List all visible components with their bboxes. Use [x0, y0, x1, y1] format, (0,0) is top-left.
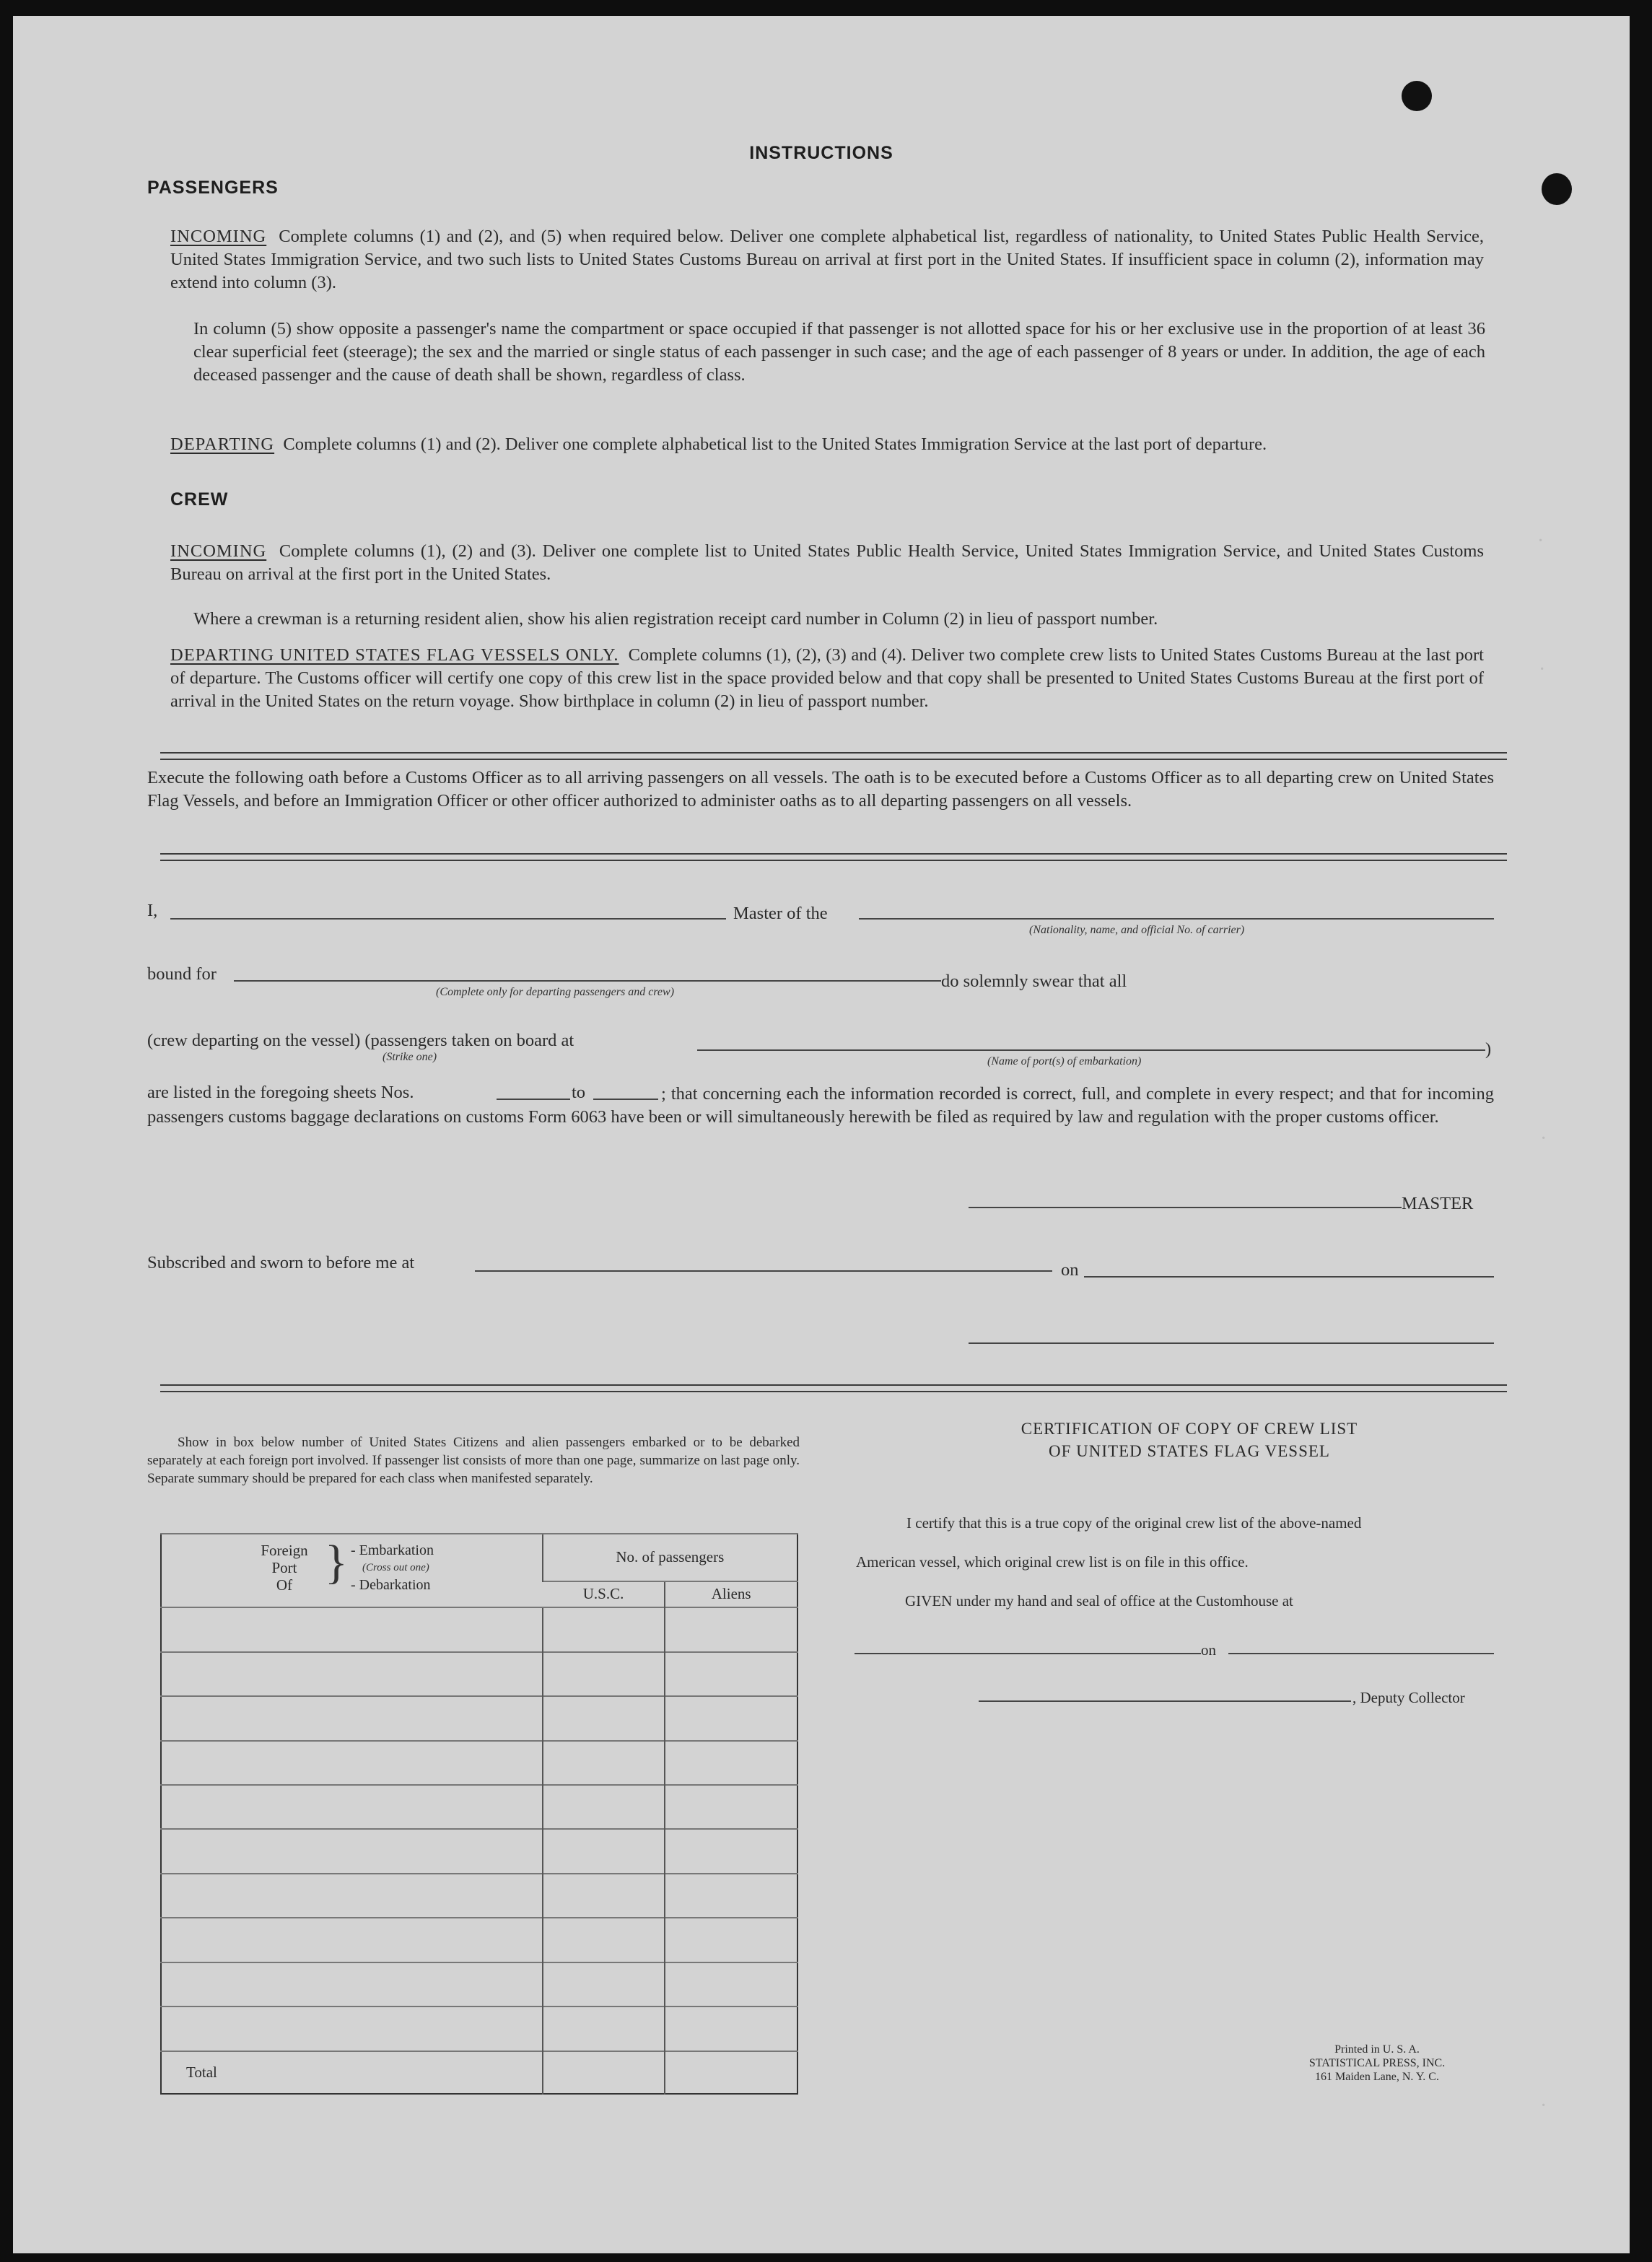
- master-name-field[interactable]: [170, 918, 726, 920]
- close-paren: ): [1485, 1039, 1492, 1059]
- oath-i-label: I,: [147, 901, 158, 920]
- brace-icon: }: [325, 1536, 348, 1589]
- usc-cell[interactable]: [543, 1918, 665, 1962]
- port-cell[interactable]: [161, 1607, 543, 1651]
- usc-cell[interactable]: [543, 1741, 665, 1785]
- usc-header: U.S.C.: [543, 1581, 665, 1608]
- usc-cell[interactable]: [543, 1696, 665, 1740]
- usc-cell[interactable]: [543, 2006, 665, 2051]
- usc-cell[interactable]: [543, 1962, 665, 2006]
- subscribed-label: Subscribed and sworn to before me at: [147, 1253, 415, 1272]
- certification-title: [886, 1418, 1493, 1462]
- bound-caption: (Complete only for departing passengers and crew): [436, 986, 675, 998]
- aliens-cell[interactable]: [665, 1696, 797, 1740]
- resident-alien-paragraph: Where a crewman is a returning resident alien, show his alien registration receipt card number in Column (2) in lieu of passport number.: [193, 609, 1158, 629]
- port-cell[interactable]: [161, 2006, 543, 2051]
- passengers-incoming-paragraph: [170, 225, 1484, 294]
- usc-cell[interactable]: [543, 1607, 665, 1651]
- aliens-cell[interactable]: [665, 1652, 797, 1696]
- debarkation-option[interactable]: - Debarkation: [351, 1577, 431, 1594]
- usc-cell[interactable]: [543, 1874, 665, 1918]
- sworn-at-field[interactable]: [475, 1270, 1052, 1272]
- customhouse-field[interactable]: [855, 1653, 1201, 1654]
- crew-heading: CREW: [170, 489, 229, 510]
- of-label: Of: [276, 1576, 293, 1594]
- solemnly-swear-label: do solemnly swear that all: [941, 971, 1127, 991]
- foreign-label: Foreign: [261, 1542, 308, 1560]
- port-cell[interactable]: [161, 1785, 543, 1829]
- given-text: GIVEN under my hand and seal of office at the Customhouse at: [905, 1592, 1293, 1610]
- listed-text: ; that concerning each the information recorded is correct, full, and complete in every respect; and that for incoming passengers customs baggage declarations on customs Form 6063 have been or will simultaneously herewith be filed as required by law and regulation with the proper customs officer.: [147, 1084, 1494, 1127]
- oath-instruction: Execute the following oath before a Customs Officer as to all arriving passengers on all vessels. The oath is to be executed before a Customs Officer as to all departing crew on United States Flag Vessels, and before an Immigration Officer or other officer authorized to administer oaths as to all departing passengers on all vessels.: [147, 768, 1494, 811]
- sworn-date-field[interactable]: [1084, 1276, 1494, 1278]
- port-cell[interactable]: [161, 1652, 543, 1696]
- port-cell[interactable]: [161, 1874, 543, 1918]
- on-label: on: [1061, 1260, 1079, 1280]
- aliens-cell[interactable]: [665, 1962, 797, 2006]
- punch-hole: [1402, 81, 1432, 111]
- embarkation-option[interactable]: - Embarkation: [351, 1542, 434, 1559]
- port-header-cell: [161, 1534, 543, 1607]
- no-of-passengers-header: No. of passengers: [543, 1534, 797, 1581]
- incoming-text: Complete columns (1) and (2), and (5) when required below. Deliver one complete alphabetical list, regardless of nationality, to United States Public Health Service, United States Immigration Service, and two such lists to United States Customs Bureau on arrival at first port in the United States. If insufficient space in column (2), information may extend into column (3).: [170, 227, 1485, 292]
- usc-cell[interactable]: [543, 1785, 665, 1829]
- to-label: to: [572, 1083, 586, 1102]
- aliens-total-cell[interactable]: [665, 2051, 797, 2094]
- form-page: [13, 16, 1630, 2253]
- aliens-header: Aliens: [665, 1581, 797, 1608]
- crew-departing-label: (crew departing on the vessel) (passengers taken on board at: [147, 1031, 574, 1050]
- instructions-title: INSTRUCTIONS: [749, 143, 893, 163]
- usc-total-cell[interactable]: [543, 2051, 665, 2094]
- certify-text-2: American vessel, which original crew list is on file in this office.: [856, 1553, 1249, 1571]
- port-caption: (Name of port(s) of embarkation): [987, 1055, 1142, 1067]
- deputy-collector-signature[interactable]: [979, 1700, 1351, 1702]
- departing-label: DEPARTING: [170, 435, 275, 454]
- port-cell[interactable]: [161, 1696, 543, 1740]
- certify-text-1: I certify that this is a true copy of the original crew list of the above-named: [906, 1514, 1362, 1532]
- port-of-embarkation-field[interactable]: [697, 1049, 1485, 1051]
- incoming-label: INCOMING: [170, 227, 267, 246]
- departing-text: Complete columns (1) and (2). Deliver one complete alphabetical list to the United States Immigration Service at the last port of departure.: [283, 435, 1267, 454]
- deputy-collector-label: , Deputy Collector: [1352, 1689, 1465, 1706]
- master-of-the-label: Master of the: [733, 904, 828, 923]
- carrier-caption: (Nationality, name, and official No. of carrier): [1029, 924, 1245, 936]
- crew-incoming-text: Complete columns (1), (2) and (3). Deliver one complete list to United States Public Health Service, United States Immigration Service, and United States Customs Bureau on arrival at the first port in the United States.: [170, 541, 1485, 584]
- printer-line3: 161 Maiden Lane, N. Y. C.: [1315, 2071, 1439, 2083]
- master-signature-field[interactable]: [969, 1207, 1402, 1208]
- cert-date-field[interactable]: [1228, 1653, 1494, 1654]
- port-cell[interactable]: [161, 1962, 543, 2006]
- port-cell[interactable]: [161, 1741, 543, 1785]
- bound-for-field[interactable]: [234, 980, 941, 982]
- strike-one-caption: (Strike one): [383, 1051, 437, 1063]
- cert-on-label: on: [1201, 1641, 1216, 1659]
- showthrough-mark: ·: [1539, 658, 1546, 681]
- bound-for-label: bound for: [147, 964, 217, 984]
- total-label: Total: [161, 2051, 543, 2094]
- aliens-cell[interactable]: [665, 1607, 797, 1651]
- printer-line1: Printed in U. S. A.: [1334, 2043, 1420, 2056]
- master-label: MASTER: [1402, 1194, 1474, 1213]
- certification-title-line1: CERTIFICATION OF COPY OF CREW LIST: [1021, 1420, 1358, 1438]
- showthrough-mark: ·: [1540, 1127, 1547, 1150]
- listed-prefix: are listed in the foregoing sheets Nos.: [147, 1083, 414, 1102]
- divider: [160, 752, 1507, 760]
- aliens-cell[interactable]: [665, 1874, 797, 1918]
- column5-paragraph: In column (5) show opposite a passenger's name the compartment or space occupied if that passenger is not allotted space for his or her exclusive use in the proportion of at least 36 clear superficial feet (steerage); the sex and the married or single status of each passenger in such case; and the age of each passenger of 8 years or under. In addition, the age of each deceased passenger and the cause of death shall be shown, regardless of class.: [193, 319, 1485, 385]
- cross-out-caption: (Cross out one): [362, 1562, 429, 1574]
- carrier-field[interactable]: [859, 918, 1494, 920]
- aliens-cell[interactable]: [665, 1829, 797, 1873]
- port-cell[interactable]: [161, 1918, 543, 1962]
- printer-line2: STATISTICAL PRESS, INC.: [1308, 2057, 1446, 2069]
- aliens-cell[interactable]: [665, 1918, 797, 1962]
- passengers-heading: PASSENGERS: [147, 178, 279, 198]
- divider: [160, 1384, 1507, 1392]
- crew-departing-label: DEPARTING UNITED STATES FLAG VESSELS ONLY.: [170, 645, 619, 665]
- crew-incoming-paragraph: [170, 540, 1484, 586]
- port-cell[interactable]: [161, 1829, 543, 1873]
- usc-cell[interactable]: [543, 1652, 665, 1696]
- port-label: Port: [271, 1559, 297, 1577]
- crew-incoming-label: INCOMING: [170, 541, 267, 561]
- crew-departing-paragraph: [170, 644, 1484, 713]
- officer-signature-field[interactable]: [969, 1342, 1494, 1344]
- passengers-departing-paragraph: [170, 433, 1484, 456]
- usc-cell[interactable]: [543, 1829, 665, 1873]
- showthrough-mark: ·: [1537, 530, 1544, 552]
- aliens-cell[interactable]: [665, 2006, 797, 2051]
- divider: [160, 853, 1507, 861]
- printer-imprint: [1269, 2043, 1485, 2084]
- showthrough-mark: ·: [1540, 2095, 1547, 2117]
- crew-departing-text: Complete columns (1), (2), (3) and (4). Deliver two complete crew lists to United States Customs Bureau at the last port of departure. The Customs officer will certify one copy of this crew list in the space provided below and that copy shall be presented to United States Customs Bureau at the first port of arrival in the United States on the return voyage. Show birthplace in column (2) in lieu of passport number.: [170, 645, 1484, 711]
- summary-instruction: Show in box below number of United States Citizens and alien passengers embarked or to be debarked separately at each foreign port involved. If passenger list consists of more than one page, summarize on last page only. Separate summary should be prepared for each class when manifested separately.: [147, 1435, 800, 1486]
- punch-hole: [1542, 173, 1572, 205]
- aliens-cell[interactable]: [665, 1741, 797, 1785]
- certification-title-line2: OF UNITED STATES FLAG VESSEL: [1049, 1442, 1330, 1460]
- aliens-cell[interactable]: [665, 1785, 797, 1829]
- passenger-summary-table: [160, 1533, 798, 2095]
